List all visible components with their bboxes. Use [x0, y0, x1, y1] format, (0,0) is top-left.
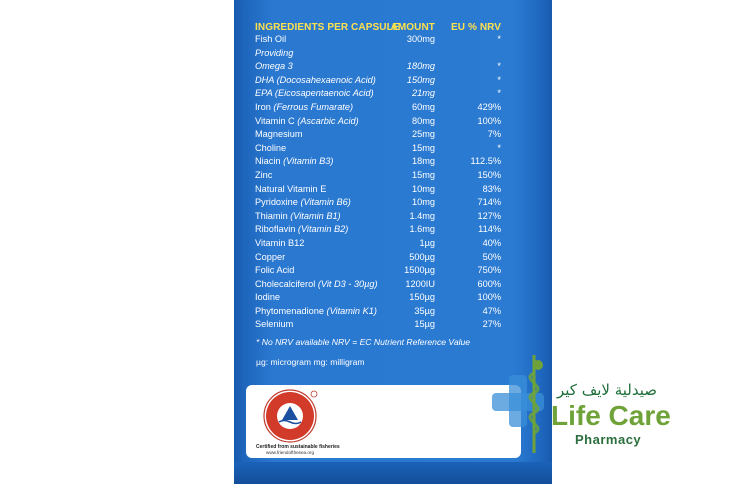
- ingredient-amount: 25mg: [412, 129, 435, 140]
- header-amount: AMOUNT: [390, 22, 435, 33]
- ingredient-name-main: Folic Acid: [255, 265, 295, 276]
- table-row: [251, 34, 521, 48]
- ingredient-amount: 60mg: [412, 101, 435, 112]
- ingredient-nrv: 100%: [477, 292, 501, 303]
- ingredient-name-detail: (Vitamin B3): [283, 156, 334, 167]
- ingredient-name: [255, 319, 293, 329]
- ingredient-name: [255, 265, 294, 275]
- ingredient-name: [255, 184, 326, 194]
- ingredient-amount: 180mg: [406, 61, 435, 72]
- ingredient-amount: 1µg: [419, 237, 435, 248]
- ingredient-amount: 1.6mg: [409, 224, 435, 235]
- table-row: [251, 102, 521, 116]
- ingredient-name-main: Zinc: [255, 169, 273, 180]
- table-row: [251, 88, 521, 102]
- ingredient-amount: 21mg: [412, 88, 435, 99]
- ingredient-name-main: Thiamin: [255, 210, 291, 221]
- ingredient-amount: 15mg: [412, 142, 435, 153]
- life-care-caduceus-icon: [490, 353, 560, 463]
- ingredient-nrv: 40%: [482, 237, 501, 248]
- ingredient-nrv: 750%: [477, 265, 501, 276]
- ingredient-nrv: 127%: [477, 210, 501, 221]
- certification-line2: www.friendofthesea.org: [266, 450, 315, 455]
- table-row: [251, 224, 521, 238]
- ingredient-name-detail: (Ascarbic Acid): [297, 115, 359, 126]
- table-row: [251, 156, 521, 170]
- table-row: [251, 238, 521, 252]
- table-row: [251, 265, 521, 279]
- ingredient-nrv: 714%: [477, 197, 501, 208]
- ingredient-nrv: 83%: [482, 183, 501, 194]
- ingredient-name-detail: (Vit D3 - 30µg): [317, 278, 378, 289]
- ingredient-name-main: Fish Oil: [255, 34, 287, 44]
- ingredient-name: [255, 61, 293, 71]
- nrv-footnote: * No NRV available NRV = EC Nutrient Reference Value: [256, 337, 471, 347]
- life-care-brand: Life Care: [551, 400, 671, 431]
- ingredient-name: [255, 224, 348, 234]
- ingredient-name: [255, 156, 333, 166]
- ingredient-amount: 35µg: [414, 305, 435, 316]
- ingredient-amount: 10mg: [412, 183, 435, 194]
- ingredient-name: [255, 88, 374, 98]
- ingredient-name-main: Choline: [255, 142, 287, 153]
- ingredient-name-detail: (Ferrous Fumarate): [273, 101, 354, 112]
- ingredient-name-main: DHA (Docosahexaenoic Acid): [255, 74, 376, 85]
- header-ingredients: INGREDIENTS PER CAPSULE: [255, 22, 400, 33]
- certification-line1: Certified from sustainable fisheries: [256, 444, 340, 450]
- ingredient-name-detail: (Vitamin B6): [300, 197, 351, 208]
- life-care-pharmacy: Pharmacy: [575, 432, 642, 447]
- ingredient-name: [255, 279, 378, 289]
- certification-panel: [246, 385, 521, 458]
- table-row: [251, 306, 521, 320]
- ingredient-name-main: Pyridoxine: [255, 197, 301, 208]
- ingredient-nrv: 47%: [482, 305, 501, 316]
- ingredient-name: [255, 48, 293, 58]
- ingredient-name-main: Phytomenadione: [255, 305, 327, 316]
- ingredient-name-main: Selenium: [255, 319, 294, 330]
- table-row: [251, 129, 521, 143]
- ingredient-name-main: EPA (Eicosapentaenoic Acid): [255, 88, 374, 99]
- ingredient-amount: 15mg: [412, 169, 435, 180]
- ingredient-amount: 1.4mg: [409, 210, 435, 221]
- ingredient-nrv: 150%: [477, 169, 501, 180]
- ingredient-name: [255, 170, 272, 180]
- ingredient-nrv: 600%: [477, 278, 501, 289]
- ingredient-name-main: Vitamin C: [255, 115, 298, 126]
- ingredient-name-detail: (Vitamin K1): [326, 305, 377, 316]
- table-body: [251, 34, 521, 333]
- table-row: [251, 197, 521, 211]
- ingredient-name-main: Omega 3: [255, 61, 293, 72]
- ingredient-name: [255, 292, 280, 302]
- ingredient-name: [255, 116, 359, 126]
- table-header: [251, 18, 521, 34]
- life-care-arabic-name: صيدلية لايف كير: [557, 381, 658, 399]
- ingredient-name-main: Niacin: [255, 156, 284, 167]
- ingredient-nrv: 27%: [482, 319, 501, 330]
- table-row: [251, 279, 521, 293]
- ingredient-amount: 300mg: [406, 34, 435, 44]
- ingredient-amount: 80mg: [412, 115, 435, 126]
- ingredient-name-main: Natural Vitamin E: [255, 183, 327, 194]
- ingredient-name-main: Copper: [255, 251, 286, 262]
- ingredient-amount: 500µg: [409, 251, 435, 262]
- ingredient-name-main: Magnesium: [255, 129, 303, 140]
- table-row: [251, 170, 521, 184]
- ingredient-nrv: *: [497, 34, 501, 44]
- ingredient-nrv: 7%: [487, 129, 501, 140]
- ingredient-nrv: 100%: [477, 115, 501, 126]
- table-row: [251, 252, 521, 266]
- table-row: [251, 61, 521, 75]
- ingredient-name-main: Iron: [255, 101, 274, 112]
- ingredient-nrv: 50%: [482, 251, 501, 262]
- ingredient-amount: 150mg: [406, 74, 435, 85]
- ingredient-name: [255, 306, 377, 316]
- table-row: [251, 292, 521, 306]
- ingredient-nrv: *: [497, 61, 501, 72]
- table-row: [251, 143, 521, 157]
- ingredient-name-main: Cholecalciferol: [255, 278, 318, 289]
- ingredient-name-main: Riboflavin: [255, 224, 298, 235]
- ingredient-amount: 150µg: [409, 292, 435, 303]
- ingredient-name: [255, 211, 341, 221]
- table-row: [251, 116, 521, 130]
- ingredient-name-main: Iodine: [255, 292, 281, 303]
- table-row: [251, 75, 521, 89]
- ingredient-amount: 18mg: [412, 156, 435, 167]
- table-row: [251, 211, 521, 225]
- table-row: [251, 319, 521, 333]
- friend-of-the-sea-logo: [262, 388, 322, 444]
- ingredient-name: [255, 143, 286, 153]
- table-row: [251, 184, 521, 198]
- ingredient-name: [255, 252, 285, 262]
- ingredient-amount: 10mg: [412, 197, 435, 208]
- table-row: [251, 48, 521, 62]
- ingredient-name: [255, 34, 286, 44]
- ingredient-nrv: *: [497, 74, 501, 85]
- ingredient-name-detail: (Vitamin B2): [297, 224, 349, 235]
- ingredients-table: [251, 18, 521, 333]
- box-bottom-edge: [234, 462, 552, 484]
- units-legend: µg: microgram mg: milligram: [256, 357, 365, 367]
- ingredient-name: [255, 238, 304, 248]
- header-nrv: EU % NRV: [451, 22, 502, 33]
- ingredient-nrv: *: [497, 142, 501, 153]
- ingredient-name: [255, 129, 303, 139]
- ingredient-nrv: *: [497, 88, 501, 99]
- ingredient-nrv: 112.5%: [470, 156, 501, 167]
- ingredient-amount: 1200IU: [405, 278, 435, 289]
- ingredient-name-main: Providing: [255, 47, 294, 58]
- ingredient-name-detail: (Vitamin B1): [290, 210, 341, 221]
- ingredient-name: [255, 102, 353, 112]
- ingredient-amount: 1500µg: [404, 265, 435, 276]
- ingredient-name: [255, 197, 351, 207]
- ingredient-nrv: 114%: [478, 224, 501, 235]
- ingredient-amount: 15µg: [414, 319, 435, 330]
- ingredient-name: [255, 75, 376, 85]
- ingredient-name-main: Vitamin B12: [255, 237, 305, 248]
- ingredient-nrv: 429%: [477, 101, 501, 112]
